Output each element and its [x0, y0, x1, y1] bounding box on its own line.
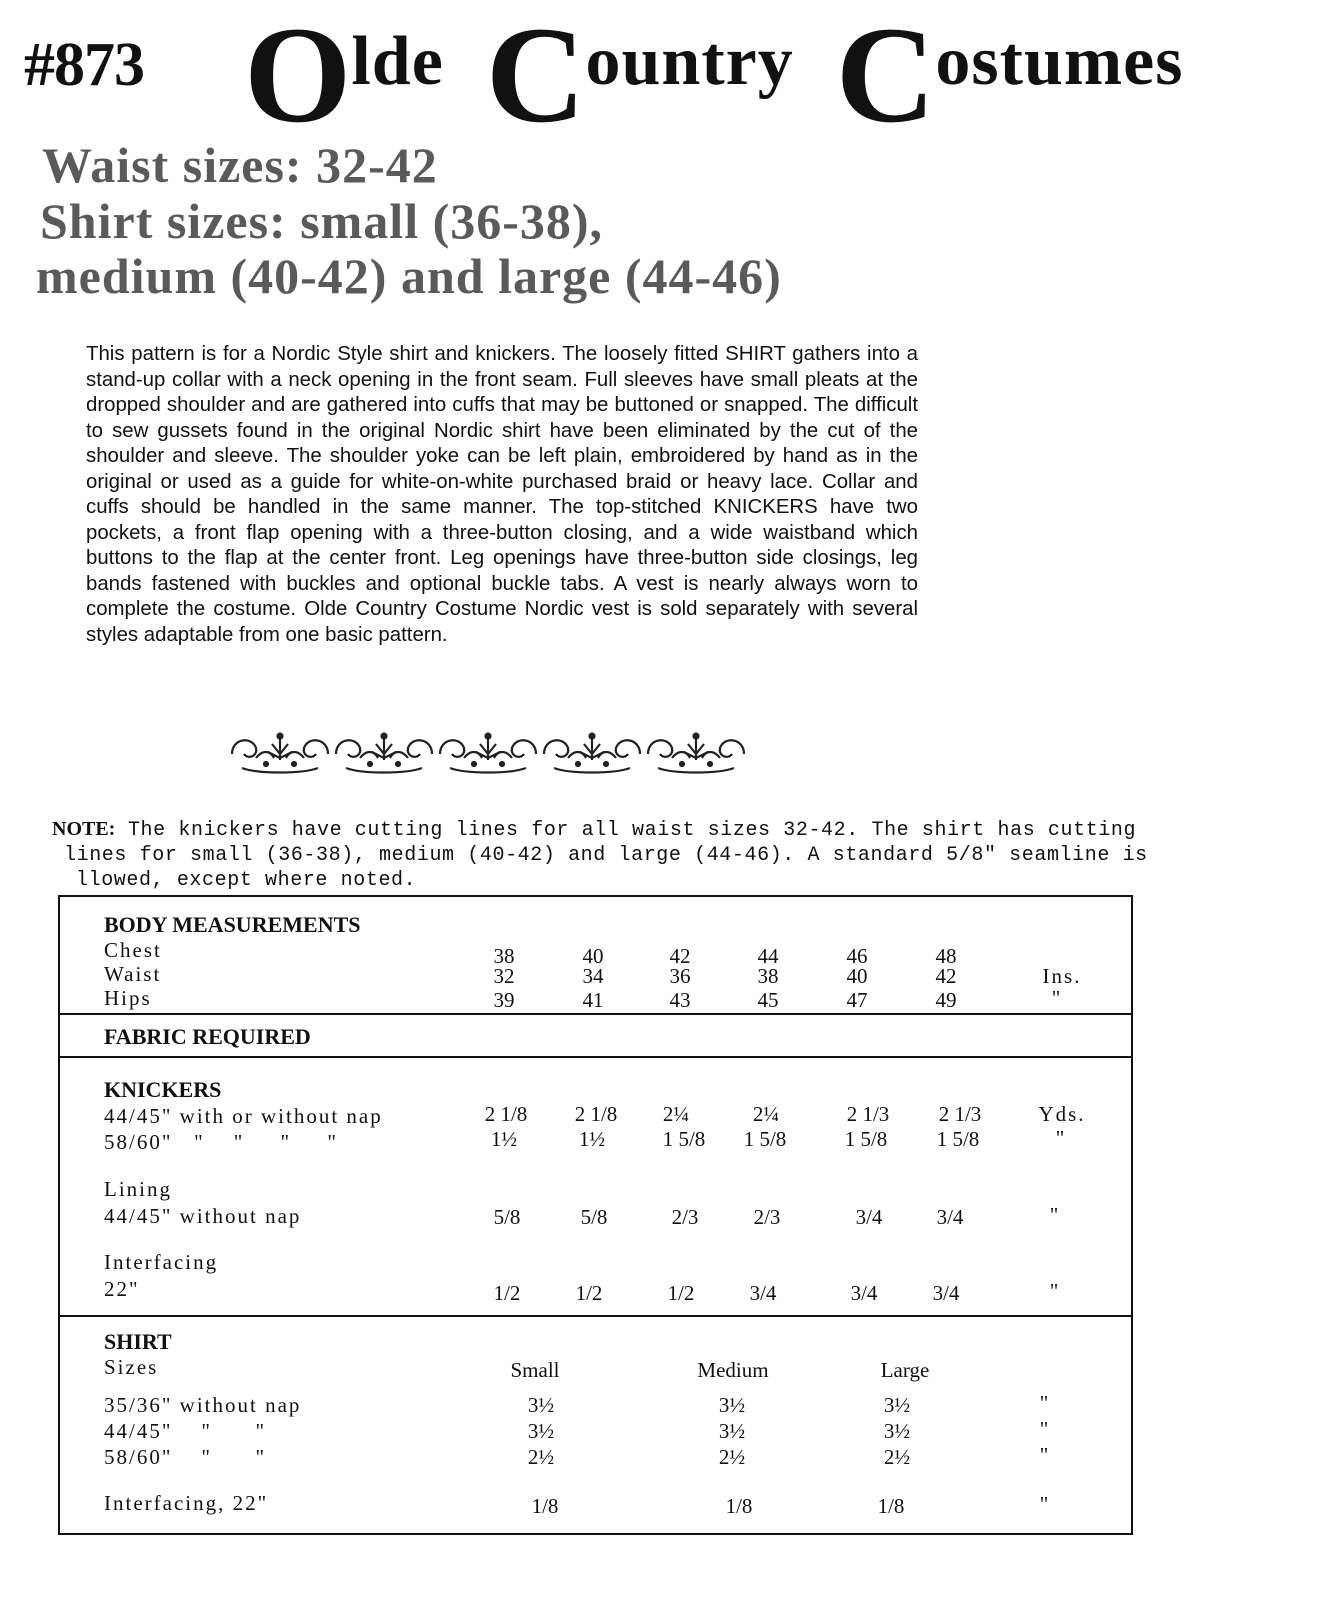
page-title: [244, 0, 1184, 150]
knickers-heading: KNICKERS: [104, 1077, 222, 1102]
cell-value: 3/4: [855, 1205, 883, 1229]
cell-value: 2½: [527, 1445, 555, 1469]
cell-value: 42: [935, 964, 957, 988]
cell-value: 40: [846, 964, 868, 988]
row-label: Interfacing, 22": [104, 1491, 269, 1515]
cell-value: 1 5/8: [743, 1127, 787, 1151]
row-label: 44/45" with or without nap: [104, 1104, 383, 1128]
unit-label: ": [1051, 986, 1061, 1010]
cell-value: 1/8: [877, 1494, 905, 1518]
cell-value: 3½: [883, 1393, 911, 1417]
cell-value: 32: [493, 964, 515, 988]
interfacing-title: Interfacing: [104, 1250, 219, 1274]
cell-value: 1/8: [531, 1494, 559, 1518]
note-line-1: NOTE: The knickers have cutting lines for all waist sizes 32-42. The shirt has cutting: [52, 818, 1137, 842]
row-label: 58/60" " ": [104, 1445, 267, 1469]
cell-value: 3/4: [936, 1205, 964, 1229]
row-label: Hips: [104, 986, 152, 1010]
unit-label: Ins.: [1042, 964, 1082, 988]
title-word-country: Country: [485, 0, 794, 151]
cell-value: 41: [582, 988, 604, 1012]
cell-value: 5/8: [580, 1205, 608, 1229]
size-header: Small: [510, 1358, 560, 1382]
row-label: 35/36" without nap: [104, 1393, 302, 1417]
cell-value: 47: [846, 988, 868, 1012]
note-label: NOTE:: [52, 818, 116, 840]
cell-value: 45: [757, 988, 779, 1012]
cell-value: 2/3: [753, 1205, 781, 1229]
subtitle-shirt-sizes: Shirt sizes: small (36-38),: [40, 193, 604, 249]
table-divider: [58, 1056, 1133, 1058]
cell-value: 3½: [883, 1419, 911, 1443]
row-label: 58/60" " " " ": [104, 1130, 338, 1154]
cell-value: 43: [669, 988, 691, 1012]
title-word-olde: Olde: [244, 0, 444, 151]
row-label: 44/45" without nap: [104, 1204, 302, 1228]
cell-value: 39: [493, 988, 515, 1012]
cell-value: 2 1/8: [484, 1102, 528, 1126]
cell-value: 48: [935, 944, 957, 968]
cell-value: 40: [582, 944, 604, 968]
table-divider: [58, 1315, 1133, 1317]
cell-value: 2 1/8: [574, 1102, 618, 1126]
cell-value: 2/3: [671, 1205, 699, 1229]
cell-value: 42: [669, 944, 691, 968]
cell-value: 46: [846, 944, 868, 968]
cell-value: 2¼: [752, 1102, 780, 1126]
unit-label: ": [1039, 1417, 1049, 1441]
cell-value: 38: [757, 964, 779, 988]
fabric-required-heading: FABRIC REQUIRED: [104, 1024, 311, 1049]
cell-value: 3/4: [932, 1281, 960, 1305]
cell-value: 2 1/3: [846, 1102, 890, 1126]
pattern-description: This pattern is for a Nordic Style shirt and knickers. The loosely fitted SHIRT gathers into a stand-up collar with a neck opening in the front seam. Full sleeves have small pleats at the dropped shoulder and are gathered into cuffs that may be buttoned or snapped. The difficult to sew gussets found in the original Nordic shirt have been eliminated by the cut of the shoulder and sleeve. The shoulder yoke can be left plain, embroidered by hand as in the original or used as a guide for white-on-white purchased braid or heavy lace. Collar and cuffs should be handled in the same manner. The top-stitched KNICKERS have two pockets, a front flap opening with a three-button closing, and a wide waistband which buttons to the flap at the center front. Leg openings have three-button side closings, leg bands fastened with buckles and optional buckle tabs. A vest is nearly always worn to complete the costume. Olde Country Costume Nordic vest is sold separately with several styles adaptable from one basic pattern.: [86, 343, 918, 646]
cell-value: 3/4: [850, 1281, 878, 1305]
cell-value: 1/2: [575, 1281, 603, 1305]
row-label: 44/45" " ": [104, 1419, 267, 1443]
cell-value: 36: [669, 964, 691, 988]
cell-value: 3½: [718, 1393, 746, 1417]
unit-label: ": [1049, 1279, 1059, 1303]
cell-value: 34: [582, 964, 604, 988]
cell-value: 44: [757, 944, 779, 968]
subtitle-waist-sizes: Waist sizes: 32-42: [42, 137, 438, 193]
row-label: Chest: [104, 938, 162, 962]
subtitle-shirt-sizes-cont: medium (40-42) and large (44-46): [36, 248, 782, 304]
cell-value: 49: [935, 988, 957, 1012]
row-label: Waist: [104, 962, 162, 986]
unit-label: ": [1039, 1391, 1049, 1415]
cell-value: 3½: [527, 1393, 555, 1417]
cell-value: 3½: [527, 1419, 555, 1443]
cell-value: 2 1/3: [938, 1102, 982, 1126]
cutting-lines-note: [52, 817, 1177, 893]
row-label: 22": [104, 1277, 140, 1301]
cell-value: 38: [493, 944, 515, 968]
unit-label: ": [1039, 1443, 1049, 1467]
table-divider: [58, 1013, 1133, 1015]
cell-value: 1/2: [493, 1281, 521, 1305]
size-header: Medium: [697, 1358, 769, 1382]
unit-label: Yds.: [1038, 1102, 1086, 1126]
cell-value: 1 5/8: [844, 1127, 888, 1151]
cell-value: 1/2: [667, 1281, 695, 1305]
pattern-number: #873: [24, 31, 144, 99]
note-line-2: lines for small (36-38), medium (40-42) and large (44-46). A standard 5/8" seamline is: [64, 844, 1148, 867]
cell-value: 2½: [883, 1445, 911, 1469]
cell-value: 3½: [718, 1419, 746, 1443]
cell-value: 1½: [578, 1127, 606, 1151]
unit-label: ": [1049, 1203, 1059, 1227]
cell-value: 1½: [490, 1127, 518, 1151]
size-header: Large: [880, 1358, 930, 1382]
lining-title: Lining: [104, 1177, 172, 1201]
cell-value: 5/8: [493, 1205, 521, 1229]
unit-label: ": [1039, 1492, 1049, 1516]
note-line-3: llowed, except where noted.: [76, 869, 417, 892]
cell-value: 2¼: [662, 1102, 690, 1126]
cell-value: 1 5/8: [936, 1127, 980, 1151]
ornamental-border-icon: [228, 728, 748, 776]
sizes-label: Sizes: [104, 1355, 159, 1379]
cell-value: 3/4: [749, 1281, 777, 1305]
cell-value: 2½: [718, 1445, 746, 1469]
title-word-costumes: Costumes: [835, 0, 1184, 151]
cell-value: 1/8: [725, 1494, 753, 1518]
body-measurements-heading: BODY MEASUREMENTS: [104, 912, 361, 937]
shirt-heading: SHIRT: [104, 1329, 172, 1354]
unit-label: ": [1055, 1126, 1065, 1150]
cell-value: 1 5/8: [662, 1127, 706, 1151]
